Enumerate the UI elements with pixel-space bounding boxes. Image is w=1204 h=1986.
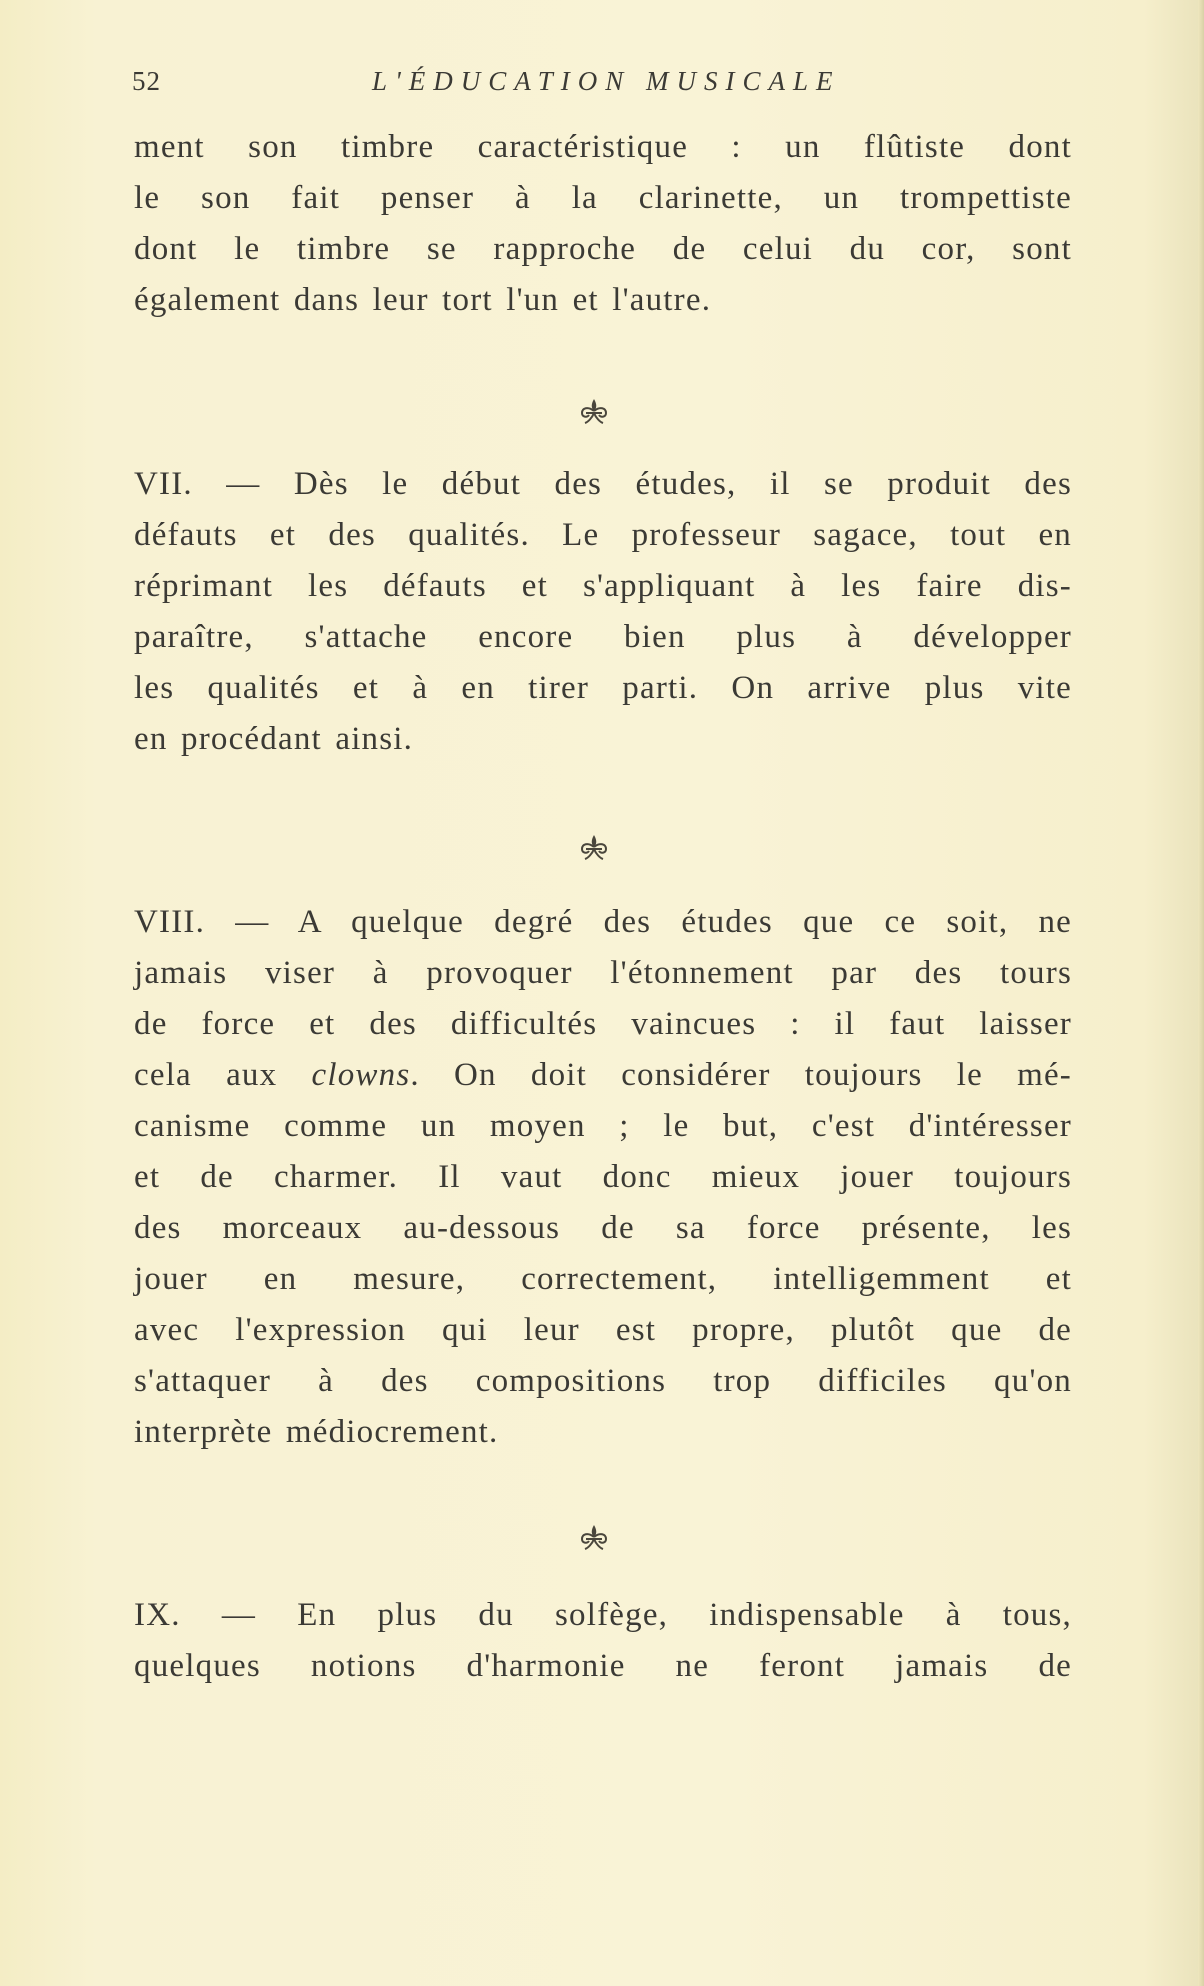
running-header [132, 66, 1072, 106]
text-line: en procédant ainsi. [134, 721, 414, 757]
fleuron-ornament-icon [574, 1522, 614, 1552]
text-line: ment son timbre caractéristique : un flûtiste dont [134, 129, 1072, 165]
text-line: jouer en mesure, correctement, intelligemment et [134, 1261, 1072, 1297]
text-line: les qualités et à en tirer parti. On arrive plus vite [134, 670, 1072, 706]
text-line: jamais viser à provoquer l'étonnement par des tours [134, 955, 1072, 991]
text-segment: . On doit considérer toujours le mé- [410, 1057, 1073, 1093]
text-line: réprimant les défauts et s'appliquant à les faire dis- [134, 568, 1072, 604]
running-title: L'ÉDUCATION MUSICALE [372, 66, 841, 96]
paragraph-ix [134, 1590, 1072, 1692]
text-line: VII. — Dès le début des études, il se produit des [134, 466, 1072, 502]
page-edge [1198, 0, 1204, 1986]
text-line: avec l'expression qui leur est propre, plutôt que de [134, 1312, 1072, 1348]
paragraph-continuation [134, 122, 1072, 326]
fleuron-ornament-icon [574, 832, 614, 862]
text-line: des morceaux au-dessous de sa force présente, les [134, 1210, 1072, 1246]
paragraph-viii [134, 897, 1072, 1458]
text-line: également dans leur tort l'un et l'autre. [134, 282, 712, 318]
text-line: interprète médiocrement. [134, 1414, 499, 1450]
text-line: canisme comme un moyen ; le but, c'est d'intéresser [134, 1108, 1072, 1144]
italic-word: clowns [311, 1057, 411, 1093]
text-line: le son fait penser à la clarinette, un trompettiste [134, 180, 1072, 216]
text-line: VIII. — A quelque degré des études que ce soit, ne [134, 904, 1072, 940]
paragraph-vii [134, 459, 1072, 765]
text-line-with-italic [134, 1050, 1072, 1101]
fleuron-ornament-icon [574, 396, 614, 426]
text-line: s'attaquer à des compositions trop difficiles qu'on [134, 1363, 1072, 1399]
text-line: IX. — En plus du solfège, indispensable à tous, [134, 1597, 1072, 1633]
fleuron-ornament-icon [574, 832, 614, 862]
fleuron-ornament-icon [574, 1522, 614, 1552]
page-number: 52 [132, 66, 161, 96]
text-segment: cela aux [134, 1057, 278, 1093]
text-line: défauts et des qualités. Le professeur sagace, tout en [134, 517, 1072, 553]
text-line: paraître, s'attache encore bien plus à développer [134, 619, 1072, 655]
text-line: dont le timbre se rapproche de celui du cor, sont [134, 231, 1072, 267]
text-line: de force et des difficultés vaincues : il faut laisser [134, 1006, 1072, 1042]
text-line: quelques notions d'harmonie ne feront jamais de [134, 1648, 1072, 1684]
fleuron-ornament-icon [574, 396, 614, 426]
text-line: et de charmer. Il vaut donc mieux jouer toujours [134, 1159, 1072, 1195]
